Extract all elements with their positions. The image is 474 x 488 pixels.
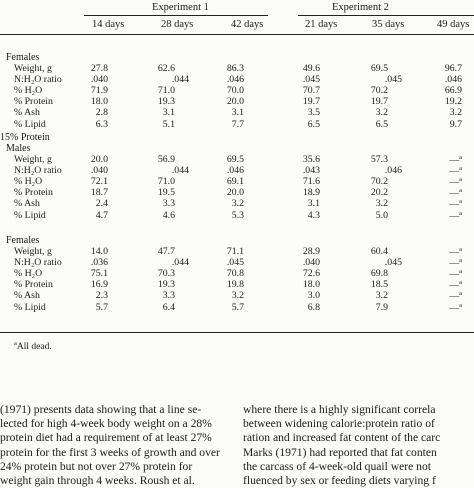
row-label: % H₂O xyxy=(14,175,43,187)
body-line: where there is a highly significant correla xyxy=(243,403,436,416)
row-label: N:H₂O ratio xyxy=(14,164,62,176)
table-cell: 3.1 xyxy=(162,107,175,119)
table-cell: —$^a$ xyxy=(449,267,462,280)
body-line: the carcass of 4-week-old quail were not xyxy=(243,459,431,473)
table-cell: 4.6 xyxy=(162,209,175,221)
table-cell: 20.0 xyxy=(226,96,244,108)
row-label: % H₂O xyxy=(14,84,43,96)
table-cell: 70.7 xyxy=(302,84,320,96)
table-cell: 3.2 xyxy=(375,107,388,119)
table-cell: 19.8 xyxy=(226,279,244,291)
table-cell: —$^a$ xyxy=(449,301,462,314)
table-cell: 6.3 xyxy=(95,118,108,130)
table-cell: 69.8 xyxy=(370,267,388,279)
table-cell: 3.1 xyxy=(307,198,320,210)
table-cell: 20.2 xyxy=(370,187,388,199)
table-cell: 19.5 xyxy=(157,187,175,199)
body-line: (1971) presents data showing that a line se- xyxy=(0,403,202,416)
body-line: ration and increased fat content of the carc xyxy=(243,431,441,445)
body-line: Marks (1971) had reported that fat conten xyxy=(243,445,437,459)
table-cell: 57.3 xyxy=(370,153,388,165)
body-text-right-column xyxy=(243,403,440,488)
body-text-left-column xyxy=(0,403,220,488)
row-label: % H₂O xyxy=(14,267,43,279)
table-cell: .044 xyxy=(171,256,189,268)
row-label: % Lipid xyxy=(14,209,46,221)
table-cell: .044 xyxy=(171,73,189,85)
row-label: Weight, g xyxy=(14,153,52,165)
table-cell: 4.7 xyxy=(95,209,108,221)
table-cell: .046 xyxy=(384,164,402,176)
table-cell: 18.9 xyxy=(302,187,320,199)
table-cell: 5.7 xyxy=(231,301,244,313)
body-line: lected for high 4-week body weight on a 28% xyxy=(0,417,212,431)
footnote-text: All dead. xyxy=(16,342,52,352)
table-cell: .040 xyxy=(90,164,108,176)
table-cell: .040 xyxy=(302,256,320,268)
table-cell: —$^a$ xyxy=(449,153,462,166)
row-label: % Lipid xyxy=(14,118,46,130)
section-label: 15% Protein xyxy=(0,132,50,143)
row-label: Weight, g xyxy=(14,245,52,257)
table-cell: 2.3 xyxy=(95,290,108,302)
table-cell: 72.1 xyxy=(90,175,108,187)
body-line: weight gain through 4 weeks. Roush et al. xyxy=(0,474,195,488)
table-cell: 3.1 xyxy=(231,107,244,119)
table-cell: 96.7 xyxy=(444,62,462,74)
table-cell: —$^a$ xyxy=(449,245,462,258)
table-cell: —$^a$ xyxy=(449,209,462,222)
table-cell: 75.1 xyxy=(90,267,108,279)
table-cell: 28.9 xyxy=(302,245,320,257)
table-cell: 35.6 xyxy=(302,153,320,165)
table-cell: 69.5 xyxy=(226,153,244,165)
row-label: % Ash xyxy=(14,290,40,302)
row-label: % Ash xyxy=(14,198,40,210)
row-label: N:H₂O ratio xyxy=(14,73,62,85)
table-cell: 2.4 xyxy=(95,198,108,210)
table-cell: 7.9 xyxy=(375,301,388,313)
table-cell: 3.3 xyxy=(162,198,175,210)
table-cell: 18.7 xyxy=(90,187,108,199)
table-cell: 19.7 xyxy=(302,96,320,108)
header-bottom-rule xyxy=(0,34,474,35)
table-cell: .040 xyxy=(90,73,108,85)
table-cell: 5.0 xyxy=(375,209,388,221)
body-line: protein for the first 3 weeks of growth and over xyxy=(0,445,220,459)
table-cell: 18.0 xyxy=(90,96,108,108)
table-cell: 60.4 xyxy=(370,245,388,257)
row-label: % Ash xyxy=(14,107,40,119)
row-label: % Protein xyxy=(14,279,53,291)
table-cell: 9.7 xyxy=(449,118,462,130)
table-cell: 5.3 xyxy=(231,209,244,221)
table-cell: —$^a$ xyxy=(449,164,462,177)
table-cell: 69.1 xyxy=(226,175,244,187)
table-cell: .043 xyxy=(302,164,320,176)
table-cell: 6.5 xyxy=(375,118,388,130)
table-cell: 86.3 xyxy=(226,62,244,74)
table-cell: .045 xyxy=(384,256,402,268)
body-line: fluenced by sex or feeding diets varying f xyxy=(243,474,436,488)
table-cell: 3.2 xyxy=(231,290,244,302)
experiment-2-header: Experiment 2 xyxy=(332,2,389,13)
table-cell: .036 xyxy=(90,256,108,268)
table-cell: 27.8 xyxy=(90,62,108,74)
table-cell: 49.6 xyxy=(302,62,320,74)
table-cell: 3.0 xyxy=(307,290,320,302)
table-cell: 70.2 xyxy=(370,175,388,187)
body-line: between widening calorie:protein ratio of xyxy=(243,417,435,431)
table-cell: 5.1 xyxy=(162,118,175,130)
table-cell: 3.3 xyxy=(162,290,175,302)
table-cell: 20.0 xyxy=(226,187,244,199)
row-label: % Protein xyxy=(14,187,53,199)
col-header-14-days: 14 days xyxy=(92,19,125,30)
table-cell: 70.8 xyxy=(226,267,244,279)
table-cell: 3.5 xyxy=(307,107,320,119)
table-cell: 14.0 xyxy=(90,245,108,257)
table-cell: 19.7 xyxy=(370,96,388,108)
table-cell: —$^a$ xyxy=(449,187,462,200)
table-cell: .046 xyxy=(444,73,462,85)
table-cell: 3.2 xyxy=(449,107,462,119)
body-line: 24% protein but not over 27% protein for xyxy=(0,459,193,473)
table-cell: —$^a$ xyxy=(449,279,462,292)
table-cell: .045 xyxy=(302,73,320,85)
subsection-label: Females xyxy=(6,235,40,246)
table-cell: 71.1 xyxy=(226,245,244,257)
table-cell: 19.2 xyxy=(444,96,462,108)
row-label: % Lipid xyxy=(14,301,46,313)
table-cell: —$^a$ xyxy=(449,175,462,188)
table-cell: 5.7 xyxy=(95,301,108,313)
row-label: % Protein xyxy=(14,96,53,108)
table-cell: .045 xyxy=(384,73,402,85)
table-cell: 18.5 xyxy=(370,279,388,291)
table-cell: 3.2 xyxy=(231,198,244,210)
table-cell: 69.5 xyxy=(370,62,388,74)
col-header-21-days: 21 days xyxy=(305,19,338,30)
table-bottom-rule xyxy=(0,332,474,333)
table-cell: 70.2 xyxy=(370,84,388,96)
body-line: protein diet had a requirement of at least 27% xyxy=(0,431,212,445)
table-cell: 16.9 xyxy=(90,279,108,291)
table-cell: 6.5 xyxy=(307,118,320,130)
table-cell: 18.0 xyxy=(302,279,320,291)
table-cell: 62.6 xyxy=(157,62,175,74)
table-cell: .044 xyxy=(171,164,189,176)
table-cell: 71.0 xyxy=(157,84,175,96)
table-cell: .046 xyxy=(226,73,244,85)
col-header-35-days: 35 days xyxy=(372,19,405,30)
experiment-1-rule xyxy=(84,15,268,16)
row-label: N:H₂O ratio xyxy=(14,256,62,268)
table-cell: 6.8 xyxy=(307,301,320,313)
table-cell: 47.7 xyxy=(157,245,175,257)
experiment-2-rule xyxy=(298,15,474,16)
col-header-49-days: 49 days xyxy=(437,19,470,30)
table-cell: 70.3 xyxy=(157,267,175,279)
table-cell: 71.0 xyxy=(157,175,175,187)
experiment-1-header: Experiment 1 xyxy=(152,2,209,13)
table-cell: 71.6 xyxy=(302,175,320,187)
table-cell: —$^a$ xyxy=(449,256,462,269)
subsection-label: Females xyxy=(6,52,40,63)
table-cell: 3.2 xyxy=(375,198,388,210)
table-cell: —$^a$ xyxy=(449,290,462,303)
table-cell: 19.3 xyxy=(157,96,175,108)
table-cell: 6.4 xyxy=(162,301,175,313)
row-label: Weight, g xyxy=(14,62,52,74)
col-header-28-days: 28 days xyxy=(161,19,194,30)
table-cell: 70.0 xyxy=(226,84,244,96)
table-cell: 66.9 xyxy=(444,84,462,96)
table-cell: 72.6 xyxy=(302,267,320,279)
footnote xyxy=(14,341,52,353)
table-cell: 71.9 xyxy=(90,84,108,96)
col-header-42-days: 42 days xyxy=(231,19,264,30)
subsection-label: Males xyxy=(6,143,31,154)
footnote-mark: a xyxy=(14,340,17,347)
table-cell: 20.0 xyxy=(90,153,108,165)
table-cell: .046 xyxy=(226,164,244,176)
table-cell: 56.9 xyxy=(157,153,175,165)
table-cell: 4.3 xyxy=(307,209,320,221)
table-cell: .045 xyxy=(226,256,244,268)
table-cell: 19.3 xyxy=(157,279,175,291)
table-cell: —$^a$ xyxy=(449,198,462,211)
table-cell: 7.7 xyxy=(231,118,244,130)
table-cell: 3.2 xyxy=(375,290,388,302)
table-cell: 2.8 xyxy=(95,107,108,119)
